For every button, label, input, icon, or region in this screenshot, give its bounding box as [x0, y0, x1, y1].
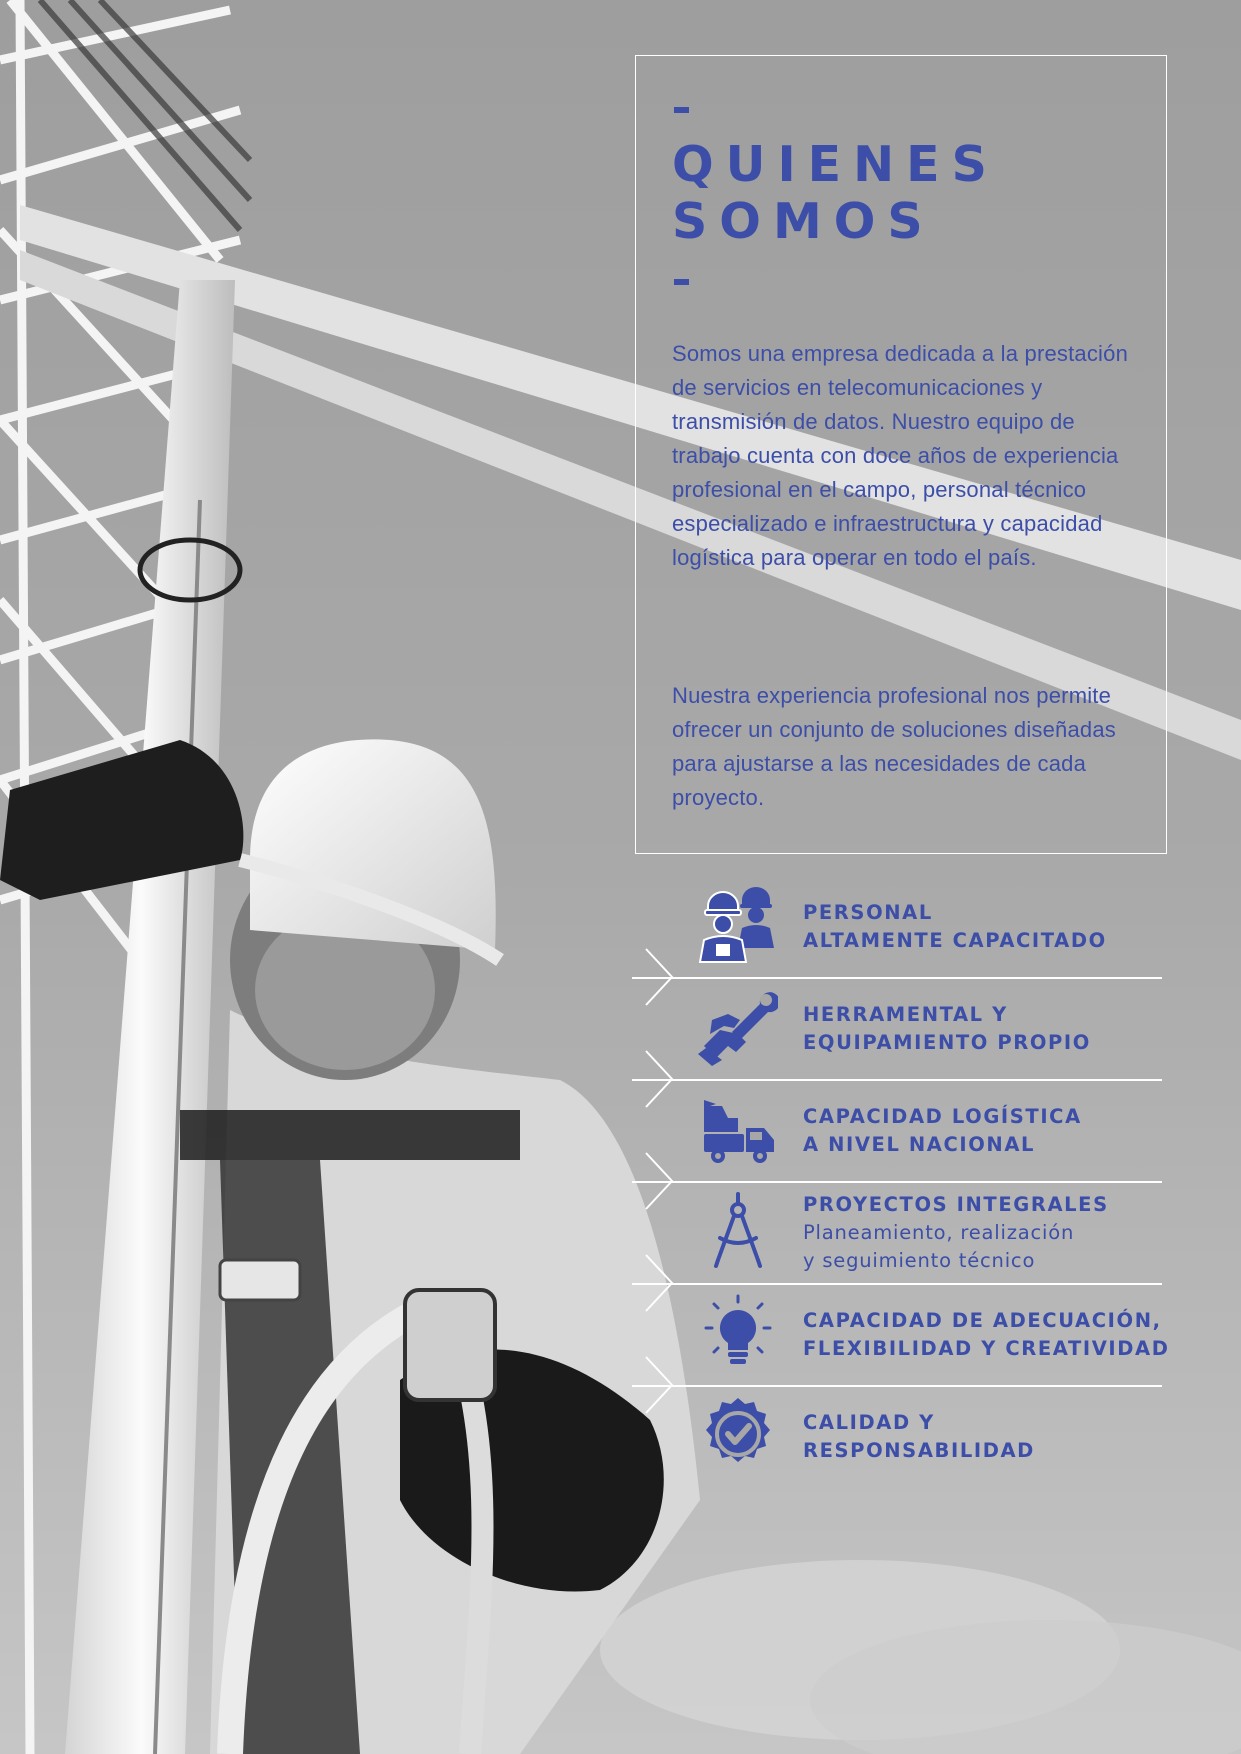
lightbulb-icon [698, 1292, 778, 1372]
feature-calidad [632, 1386, 1162, 1488]
intro-paragraph-2: Nuestra experiencia profesional nos permite ofrecer un conjunto de soluciones diseñadas para ajustarse a las necesidades de cada proyecto. [672, 683, 1117, 810]
feature-adecuacion [632, 1284, 1170, 1386]
divider-rule [632, 1181, 1162, 1183]
hand-wrench-icon [698, 986, 778, 1066]
feature-subtitle-line-2: y seguimiento técnico [803, 1249, 1036, 1272]
compass-icon [698, 1190, 778, 1270]
feature-text [803, 1386, 1035, 1488]
intro-paragraph-1: Somos una empresa dedicada a la prestación de servicios en telecomunicaciones y transmisión de datos. Nuestro equipo de trabajo cuenta con doce años de experiencia profesional en el campo, personal técnico especializado e infraestructura y capacidad logística para operar en todo el país. [672, 341, 1129, 570]
arrow-marker-icon [644, 1151, 674, 1211]
intro-box [635, 55, 1167, 854]
feature-text [803, 1284, 1170, 1386]
title-line-2: SOMOS [672, 193, 935, 250]
arrow-marker-icon [644, 1049, 674, 1109]
feature-title-line-1: PROYECTOS INTEGRALES [803, 1193, 1109, 1216]
feature-title-line-1: CALIDAD Y [803, 1411, 935, 1434]
feature-title-line-2: A NIVEL NACIONAL [803, 1133, 1036, 1156]
divider-rule [632, 977, 1162, 979]
feature-text [803, 1080, 1082, 1182]
feature-personal [632, 876, 1162, 978]
feature-title-line-1: CAPACIDAD DE ADECUACIÓN, [803, 1309, 1162, 1332]
arrow-marker-icon [644, 947, 674, 1007]
divider-rule [632, 1079, 1162, 1081]
title-line-1: QUIENES [672, 136, 999, 193]
feature-title-line-1: PERSONAL [803, 901, 933, 924]
feature-text [803, 978, 1091, 1080]
feature-title-line-2: ALTAMENTE CAPACITADO [803, 929, 1107, 952]
feature-title-line-2: RESPONSABILIDAD [803, 1439, 1035, 1462]
feature-herramental [632, 978, 1162, 1080]
divider-rule [632, 1385, 1162, 1387]
feature-title-line-1: CAPACIDAD LOGÍSTICA [803, 1105, 1082, 1128]
feature-title-line-2: EQUIPAMIENTO PROPIO [803, 1031, 1091, 1054]
feature-text [803, 1182, 1109, 1284]
truck-icon [698, 1088, 778, 1168]
feature-title-line-2: FLEXIBILIDAD Y CREATIVIDAD [803, 1337, 1170, 1360]
feature-logistica [632, 1080, 1162, 1182]
arrow-marker-icon [644, 1355, 674, 1415]
divider-rule [632, 1283, 1162, 1285]
feature-proyectos [632, 1182, 1162, 1284]
workers-icon [698, 884, 778, 964]
feature-text [803, 876, 1107, 978]
feature-subtitle-line-1: Planeamiento, realización [803, 1221, 1075, 1244]
page-title [672, 136, 999, 250]
dash-top [674, 107, 689, 113]
feature-title-line-1: HERRAMENTAL Y [803, 1003, 1008, 1026]
quality-badge-icon [698, 1394, 778, 1474]
arrow-marker-icon [644, 1253, 674, 1313]
dash-bottom [674, 279, 689, 285]
